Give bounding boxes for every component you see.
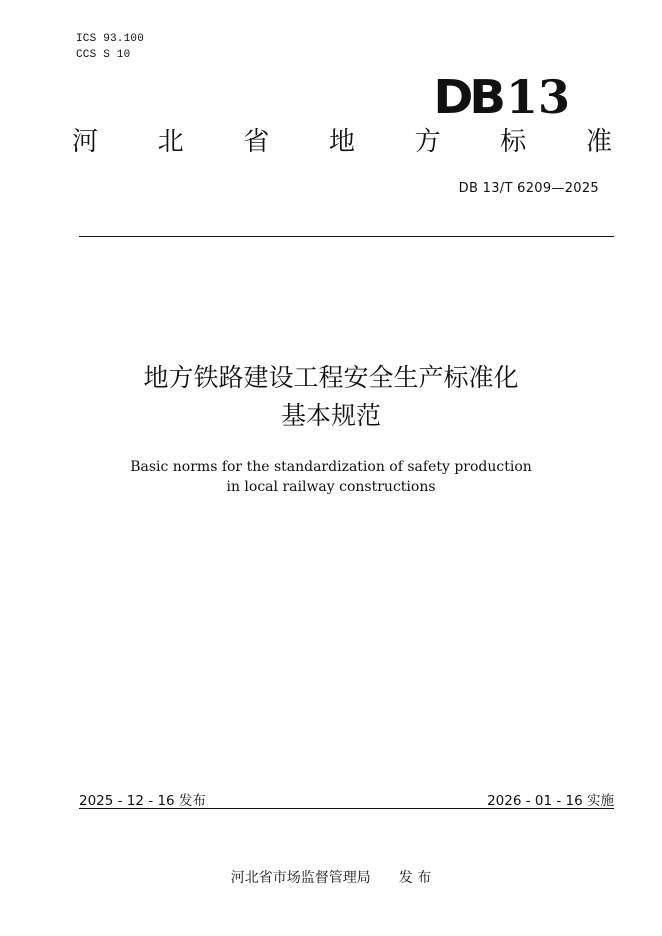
db13-logo (435, 66, 570, 122)
implementation-date: 2026 - 01 - 16 实施 (487, 793, 614, 809)
english-title-line-2: in local railway constructions (226, 479, 436, 495)
issuer-name: 河北省市场监督管理局 (230, 870, 371, 886)
top-divider (79, 236, 614, 237)
chinese-title (0, 359, 662, 435)
issue-date: 2025 - 12 - 16 发布 (79, 793, 206, 809)
standard-number: DB 13/T 6209—2025 (458, 181, 599, 196)
logo-prefix: DB (433, 70, 502, 124)
issuer-action: 发 布 (398, 870, 432, 886)
logo-number: 13 (505, 70, 570, 124)
standard-type-char: 北 (157, 127, 184, 157)
standard-type-heading (72, 124, 612, 160)
bottom-divider (79, 808, 614, 809)
classification-codes (76, 31, 144, 63)
english-title-line-1: Basic norms for the standardization of safety production (130, 459, 532, 475)
standard-type-char: 河 (72, 127, 99, 157)
standard-type-char: 标 (500, 127, 527, 157)
chinese-title-line-1: 地方铁路建设工程安全生产标准化 (143, 363, 519, 392)
ccs-code: CCS S 10 (76, 49, 131, 61)
ics-code: ICS 93.100 (76, 33, 145, 45)
issuer-line (0, 867, 662, 887)
english-title (0, 457, 662, 497)
standard-type-char: 准 (585, 127, 612, 157)
standard-type-char: 方 (414, 127, 441, 157)
standard-type-char: 省 (243, 127, 270, 157)
chinese-title-line-2: 基本规范 (280, 401, 381, 430)
standard-type-char: 地 (328, 127, 355, 157)
